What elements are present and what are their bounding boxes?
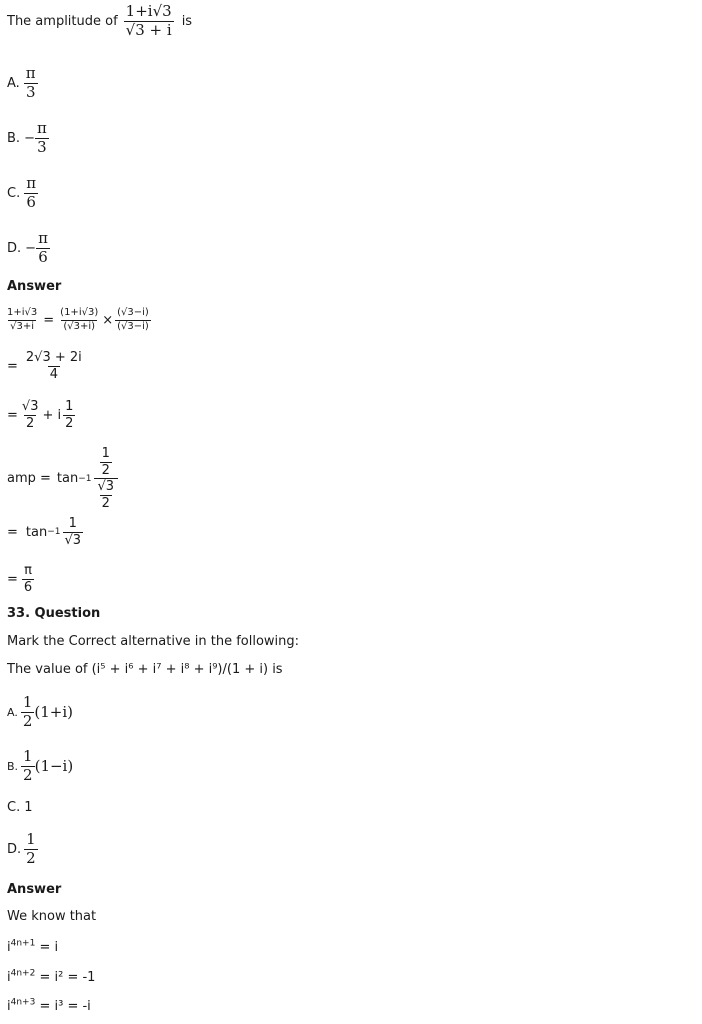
sol4-amp: amp =: [7, 471, 51, 487]
q32-solution-step-1: [5, 308, 151, 332]
option-fraction: [35, 121, 49, 156]
sol5-equals: =: [7, 524, 18, 540]
sol4-bottom-fraction: [94, 478, 119, 510]
sol1-lhs-fraction: [5, 308, 39, 332]
sol5-den: √3: [64, 532, 82, 548]
option-numerator: π: [38, 229, 48, 247]
option-fraction: [21, 749, 35, 784]
q32-option-a[interactable]: [7, 66, 38, 101]
q32-solution-step-2: [7, 351, 84, 381]
q32-option-c[interactable]: [7, 176, 38, 211]
option-numerator: π: [26, 174, 37, 192]
identity-base: i: [7, 940, 11, 955]
q32-solution-step-6: [7, 564, 34, 594]
sol4-complex-fraction: [94, 447, 119, 511]
sol3-den2: 2: [65, 415, 74, 431]
sol4-bot-den: 2: [101, 495, 110, 511]
identity-3: [7, 999, 91, 1014]
sol3-plus-i: + i: [42, 407, 62, 423]
sol3-fraction-1: [20, 400, 41, 430]
option-fraction: [36, 231, 50, 266]
option-numerator: 1: [22, 693, 33, 711]
sol1-times: ×: [102, 312, 114, 328]
identity-exponent: 4n+1: [10, 938, 36, 949]
sol5-tan: tan: [25, 524, 48, 540]
q33-option-b[interactable]: [7, 749, 73, 784]
option-denominator: 6: [26, 192, 36, 211]
identity-exponent: 4n+3: [10, 997, 36, 1008]
q33-heading: 33. Question: [7, 606, 101, 621]
q32-solution-step-4: amp = tan −1 $\frac{\frac{1}{2}}{\frac{√3}{2}}$: [7, 447, 118, 511]
q33-option-d[interactable]: [7, 832, 38, 867]
option-fraction: [24, 176, 38, 211]
option-fraction: [24, 66, 38, 101]
option-label: A.: [7, 75, 20, 91]
option-fraction: [21, 695, 35, 730]
q32-stem-fraction: [124, 4, 174, 39]
option-label: B.: [7, 759, 19, 773]
sol1-equals: =: [43, 312, 55, 328]
option-text: 1: [24, 800, 33, 815]
sol3-den1: 2: [26, 415, 35, 431]
option-label: C.: [7, 185, 21, 201]
sol4-top-num: 1: [101, 446, 110, 461]
sol6-num: π: [24, 563, 32, 578]
sol1-lhs-num: 1+i√3: [7, 307, 38, 318]
option-sign: −: [25, 240, 37, 256]
sol5-num: 1: [68, 516, 77, 531]
identity-exponent: 4n+2: [10, 968, 36, 979]
sol4-bot-num: √3: [97, 479, 115, 495]
option-denominator: 2: [23, 765, 33, 784]
sol3-num1: √3: [21, 399, 39, 414]
sol3-fraction-2: [63, 400, 75, 430]
q32-stem: [7, 4, 192, 39]
option-label: D.: [7, 240, 22, 256]
identity-rest: = i² = -1: [35, 970, 96, 985]
option-numerator: 1: [26, 830, 36, 848]
option-label: B.: [7, 130, 21, 146]
sol4-top-fraction: [98, 447, 114, 478]
sol4-top-den: 2: [101, 462, 110, 478]
option-denominator: 2: [26, 848, 36, 867]
option-denominator: 3: [25, 82, 36, 101]
sol5-fraction: [63, 517, 84, 547]
identity-2: [7, 970, 95, 985]
option-label: A.: [7, 705, 18, 719]
q33-option-c[interactable]: [7, 800, 33, 815]
q32-answer-heading: Answer: [7, 279, 62, 294]
sol2-num: 2√3 + 2i: [25, 350, 82, 365]
option-denominator: 3: [37, 137, 47, 156]
option-numerator: 1: [23, 747, 33, 765]
option-sign: −: [24, 130, 35, 146]
option-tail: (1+i): [34, 703, 73, 722]
sol2-fraction: [24, 351, 84, 381]
q32-stem-suffix: is: [181, 13, 193, 29]
q32-solution-step-3: [7, 400, 75, 430]
q32-option-b[interactable]: [7, 121, 49, 156]
sol6-den: 6: [23, 579, 33, 595]
sol2-equals: =: [7, 358, 18, 374]
q33-instruction: Mark the Correct alternative in the following:: [7, 634, 300, 649]
identity-base: i: [7, 970, 11, 985]
q32-stem-prefix: The amplitude of: [7, 13, 118, 29]
identity-base: i: [7, 999, 11, 1014]
q33-option-a[interactable]: [7, 695, 73, 730]
sol4-tan: tan: [56, 471, 79, 487]
sol1-f1-den: (√3+i): [63, 320, 96, 332]
option-tail: (1−i): [34, 757, 74, 776]
identity-1: [7, 940, 58, 955]
identity-rest: = i: [35, 940, 59, 955]
sol1-lhs-den: √3+i: [10, 320, 35, 332]
q33-stem: The value of (i⁵ + i⁶ + i⁷ + i⁸ + i⁹)/(1 + i) is: [7, 662, 283, 677]
sol1-f1-num: (1+i√3): [60, 307, 99, 318]
sol2-den: 4: [49, 366, 58, 382]
option-denominator: 2: [22, 711, 33, 730]
option-denominator: 6: [38, 247, 48, 266]
sol1-f2-num: (√3−i): [117, 307, 149, 318]
option-label: C.: [7, 800, 21, 815]
q33-know-text: We know that: [7, 909, 97, 924]
q32-stem-denominator: √3 + i: [125, 20, 172, 39]
sol6-equals: =: [7, 571, 18, 587]
option-fraction: [24, 832, 38, 867]
sol1-factor-2: [115, 308, 151, 332]
sol1-factor-1: [58, 308, 100, 332]
option-numerator: π: [25, 64, 36, 82]
sol3-num2: 1: [65, 399, 74, 414]
q32-solution-step-5: = tan −1 $\frac{1}{√3}$: [7, 516, 82, 548]
sol3-equals: =: [7, 407, 18, 423]
q32-stem-numerator: 1+i√3: [125, 2, 172, 20]
q32-option-d[interactable]: [7, 231, 50, 266]
sol6-fraction: [22, 564, 34, 594]
option-numerator: π: [36, 119, 47, 137]
q33-answer-heading: Answer: [7, 882, 62, 897]
identity-rest: = i³ = -i: [35, 999, 91, 1014]
sol1-f2-den: (√3−i): [117, 320, 149, 332]
option-label: D.: [7, 841, 22, 857]
